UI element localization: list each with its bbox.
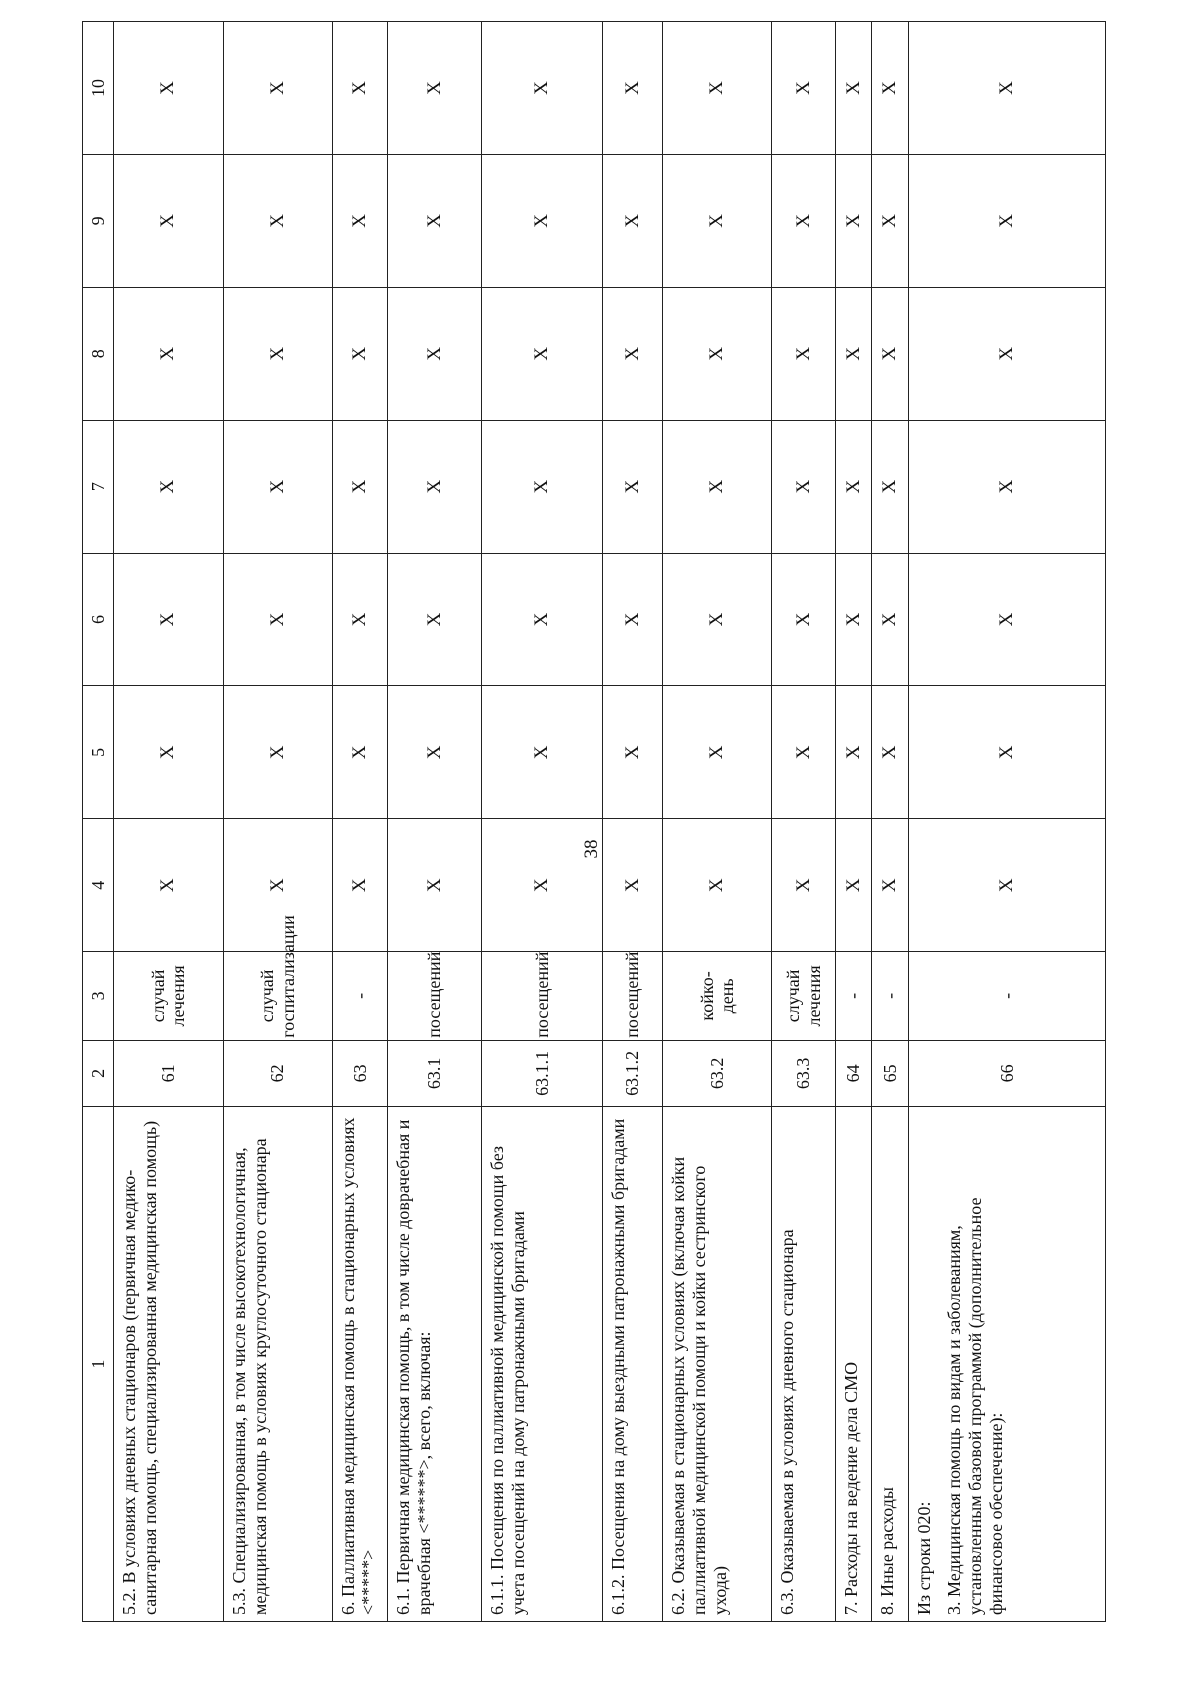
x-mark: X (872, 154, 908, 287)
column-number: 7 (83, 420, 114, 553)
x-mark: X (332, 154, 388, 287)
row-name: 6.3. Оказываемая в условиях дневного стационара (772, 1107, 836, 1622)
row-code: 64 (836, 1040, 872, 1106)
x-mark: X (663, 819, 772, 952)
row-unit: посещений (482, 952, 602, 1041)
x-mark: X (388, 686, 482, 819)
row-name: 6.2. Оказываемая в стационарных условиях (включая койки паллиативной медицинской помощи и койки сестринского ухода) (663, 1107, 772, 1622)
table-row (482, 22, 602, 1622)
row-name: 6.1. Первичная медицинская помощь, в том числе доврачебная и врачебная <******>, всего, включая: (388, 1107, 482, 1622)
x-mark: X (223, 553, 332, 686)
row-name (908, 1107, 1105, 1622)
x-mark: X (114, 553, 224, 686)
x-mark: X (332, 553, 388, 686)
row-unit: посещений (602, 952, 663, 1041)
x-mark: X (663, 420, 772, 553)
x-mark: X (602, 686, 663, 819)
row-name: 8. Иные расходы (872, 1107, 908, 1622)
row-unit: - (332, 952, 388, 1041)
x-mark: X (332, 22, 388, 155)
x-mark: X (663, 22, 772, 155)
table-row (114, 22, 224, 1622)
table-row (332, 22, 388, 1622)
x-mark: X (908, 287, 1105, 420)
row-unit: - (836, 952, 872, 1041)
x-mark: X (114, 22, 224, 155)
row-code: 65 (872, 1040, 908, 1106)
x-mark: X (872, 819, 908, 952)
table-row (908, 22, 1105, 1622)
x-mark: X (223, 686, 332, 819)
x-mark: X (772, 553, 836, 686)
x-mark: X (223, 287, 332, 420)
x-mark: X (836, 819, 872, 952)
row-code: 63.3 (772, 1040, 836, 1106)
column-number: 3 (83, 952, 114, 1041)
x-mark: X (602, 553, 663, 686)
x-mark: X (602, 22, 663, 155)
x-mark: X (872, 686, 908, 819)
x-mark: X (114, 686, 224, 819)
x-mark: X (836, 154, 872, 287)
x-mark: X (836, 287, 872, 420)
x-mark: X (223, 420, 332, 553)
x-mark: X (602, 420, 663, 553)
x-mark: X (908, 22, 1105, 155)
page-number: 38 (581, 839, 602, 859)
x-mark: X (388, 553, 482, 686)
row-code: 61 (114, 1040, 224, 1106)
x-mark: X (772, 154, 836, 287)
x-mark: X (836, 686, 872, 819)
column-number: 2 (83, 1040, 114, 1106)
x-mark: X (836, 420, 872, 553)
row-code: 63.1.2 (602, 1040, 663, 1106)
x-mark: X (908, 819, 1105, 952)
x-mark: X (114, 819, 224, 952)
column-number: 9 (83, 154, 114, 287)
row-unit: койко-день (663, 952, 772, 1041)
rotated-table-wrapper (82, 21, 1106, 1622)
medical-expenses-table (82, 21, 1106, 1622)
row-code: 63.1 (388, 1040, 482, 1106)
row-note: Из строки 020: (913, 1501, 934, 1615)
x-mark: X (772, 22, 836, 155)
table-row (663, 22, 772, 1622)
x-mark: X (908, 553, 1105, 686)
x-mark: X (482, 553, 602, 686)
x-mark: X (908, 154, 1105, 287)
row-name: 5.2. В условиях дневных стационаров (первичная медико-санитарная помощь, специализированная медицинская помощь) (114, 1107, 224, 1622)
x-mark: X (332, 420, 388, 553)
row-name-text: 3. Медицинская помощь по видам и заболеваниям, установленным базовой программой (дополнительное финансовое обеспечение): (944, 1197, 1006, 1615)
x-mark: X (332, 819, 388, 952)
x-mark: X (223, 22, 332, 155)
x-mark: X (872, 420, 908, 553)
row-unit: - (872, 952, 908, 1041)
x-mark: X (388, 287, 482, 420)
row-unit: случай лечения (772, 952, 836, 1041)
x-mark: X (772, 420, 836, 553)
row-unit: посещений (388, 952, 482, 1041)
table-row (223, 22, 332, 1622)
x-mark: X (332, 686, 388, 819)
x-mark: X (602, 819, 663, 952)
x-mark: X (482, 686, 602, 819)
table-row (602, 22, 663, 1622)
x-mark: X (388, 819, 482, 952)
x-mark: X (772, 686, 836, 819)
row-unit: - (908, 952, 1105, 1041)
x-mark: X (482, 819, 602, 952)
row-name: 6. Паллиативная медицинская помощь в стационарных условиях <*****> (332, 1107, 388, 1622)
x-mark: X (602, 287, 663, 420)
x-mark: X (332, 287, 388, 420)
x-mark: X (663, 154, 772, 287)
x-mark: X (772, 819, 836, 952)
x-mark: X (223, 154, 332, 287)
column-number: 4 (83, 819, 114, 952)
row-name: 7. Расходы на ведение дела СМО (836, 1107, 872, 1622)
x-mark: X (836, 553, 872, 686)
row-code: 63.1.1 (482, 1040, 602, 1106)
x-mark: X (663, 686, 772, 819)
row-code: 63 (332, 1040, 388, 1106)
column-number: 10 (83, 22, 114, 155)
x-mark: X (388, 420, 482, 553)
column-number: 8 (83, 287, 114, 420)
column-number-row (83, 22, 114, 1622)
row-code: 66 (908, 1040, 1105, 1106)
x-mark: X (772, 287, 836, 420)
row-name: 5.3. Специализированная, в том числе высокотехнологичная, медицинская помощь в условиях круглосуточного стационара (223, 1107, 332, 1622)
row-unit: случай госпитализации (223, 952, 332, 1041)
row-code: 62 (223, 1040, 332, 1106)
x-mark: X (482, 287, 602, 420)
x-mark: X (114, 154, 224, 287)
x-mark: X (388, 154, 482, 287)
row-code: 63.2 (663, 1040, 772, 1106)
x-mark: X (908, 686, 1105, 819)
table-row (836, 22, 872, 1622)
x-mark: X (114, 420, 224, 553)
row-unit: случай лечения (114, 952, 224, 1041)
x-mark: X (602, 154, 663, 287)
x-mark: X (836, 22, 872, 155)
x-mark: X (482, 22, 602, 155)
table-row (772, 22, 836, 1622)
row-name: 6.1.2. Посещения на дому выездными патронажными бригадами (602, 1107, 663, 1622)
column-number: 5 (83, 686, 114, 819)
x-mark: X (663, 553, 772, 686)
x-mark: X (872, 553, 908, 686)
x-mark: X (908, 420, 1105, 553)
x-mark: X (482, 420, 602, 553)
x-mark: X (872, 22, 908, 155)
x-mark: X (223, 819, 332, 952)
column-number: 6 (83, 553, 114, 686)
table-row (388, 22, 482, 1622)
x-mark: X (663, 287, 772, 420)
column-number: 1 (83, 1107, 114, 1622)
x-mark: X (872, 287, 908, 420)
table-row (872, 22, 908, 1622)
x-mark: X (482, 154, 602, 287)
x-mark: X (388, 22, 482, 155)
row-name: 6.1.1. Посещения по паллиативной медицинской помощи без учета посещений на дому патронажными бригадами (482, 1107, 602, 1622)
x-mark: X (114, 287, 224, 420)
